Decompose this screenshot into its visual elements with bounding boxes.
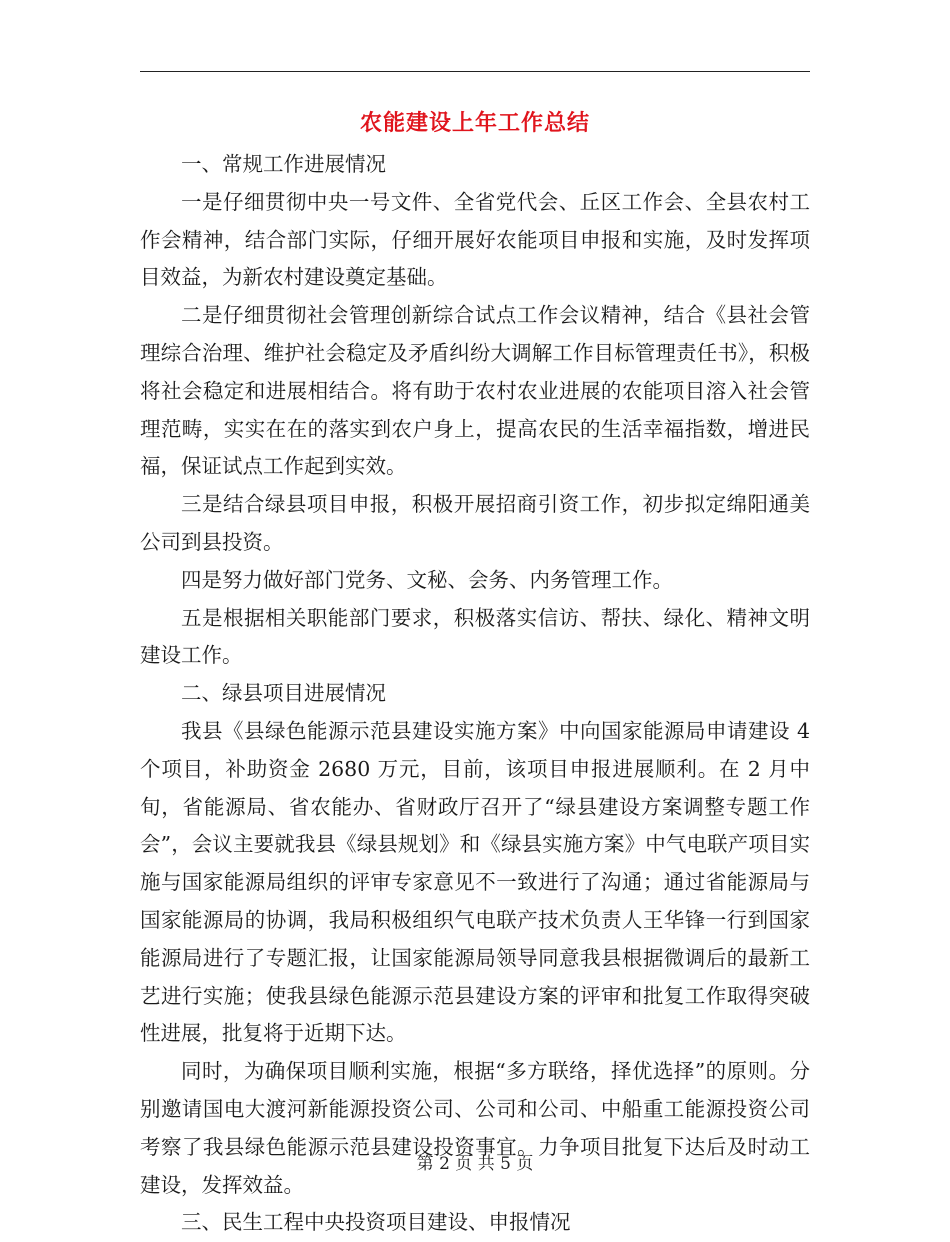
document-title: 农能建设上年工作总结 — [359, 111, 590, 136]
header-rule — [140, 71, 810, 72]
section-heading-3: 三、民生工程中央投资项目建设、申报情况 — [181, 1210, 571, 1235]
page-number: 第 2 页 共 5 页 — [416, 1154, 534, 1174]
paragraph-3: 三是结合绿县项目申报，积极开展招商引资工作，初步拟定绵阳通美公司到县投资。 — [140, 492, 810, 554]
paragraph-1: 一是仔细贯彻中央一号文件、全省党代会、丘区工作会、全县农村工作会精神，结合部门实际，仔细开展好农能项目申报和实施，及时发挥项目效益，为新农村建设奠定基础。 — [140, 189, 810, 290]
paragraph-2: 二是仔细贯彻社会管理创新综合试点工作会议精神，结合《县社会管理综合治理、维护社会稳定及矛盾纠纷大调解工作目标管理责任书》，积极将社会稳定和进展相结合。将有助于农村农业进展的农能项目溶入社会管理范畴，实实在在的落实到农户身上，提高农民的生活幸福指数，增进民福，保证试点工作起到实效。 — [140, 303, 810, 479]
paragraph-4: 四是努力做好部门党务、文秘、会务、内务管理工作。 — [181, 567, 673, 592]
document-body — [140, 146, 810, 1242]
paragraph-5: 五是根据相关职能部门要求，积极落实信访、帮扶、绿化、精神文明建设工作。 — [140, 605, 810, 668]
section-heading-1: 一、常规工作进展情况 — [181, 152, 386, 176]
paragraph-6: 我县《县绿色能源示范县建设实施方案》中向国家能源局申请建设 4 个项目，补助资金 2680 万元，目前，该项目申报进展顺利。在 2 月中旬，省能源局、省农能办、省财政厅召开了“绿县建设方案调整专题工作会”，会议主要就我县《绿县规划》和《绿县实施方案》中气电联产项目实施与国家能源局组织的评审专家意见不一致进行了沟通；通过省能源局与国家能源局的协调，我局积极组织气电联产技术负责人王华锋一行到国家能源局进行了专题汇报，让国家能源局领导同意我县根据微调后的最新工艺进行实施；使我县绿色能源示范县建设方案的评审和批复工作取得突破性进展，批复将于近期下达。 — [140, 718, 810, 1046]
section-heading-2: 二、绿县项目进展情况 — [181, 681, 386, 706]
paragraph-7: 同时，为确保项目顺利实施，根据“多方联络，择优选择”的原则。分别邀请国电大渡河新能源投资公司、公司和公司、中船重工能源投资公司考察了我县绿色能源示范县建设投资事宜。力争项目批复下达后及时动工建设，发挥效益。 — [140, 1059, 810, 1197]
